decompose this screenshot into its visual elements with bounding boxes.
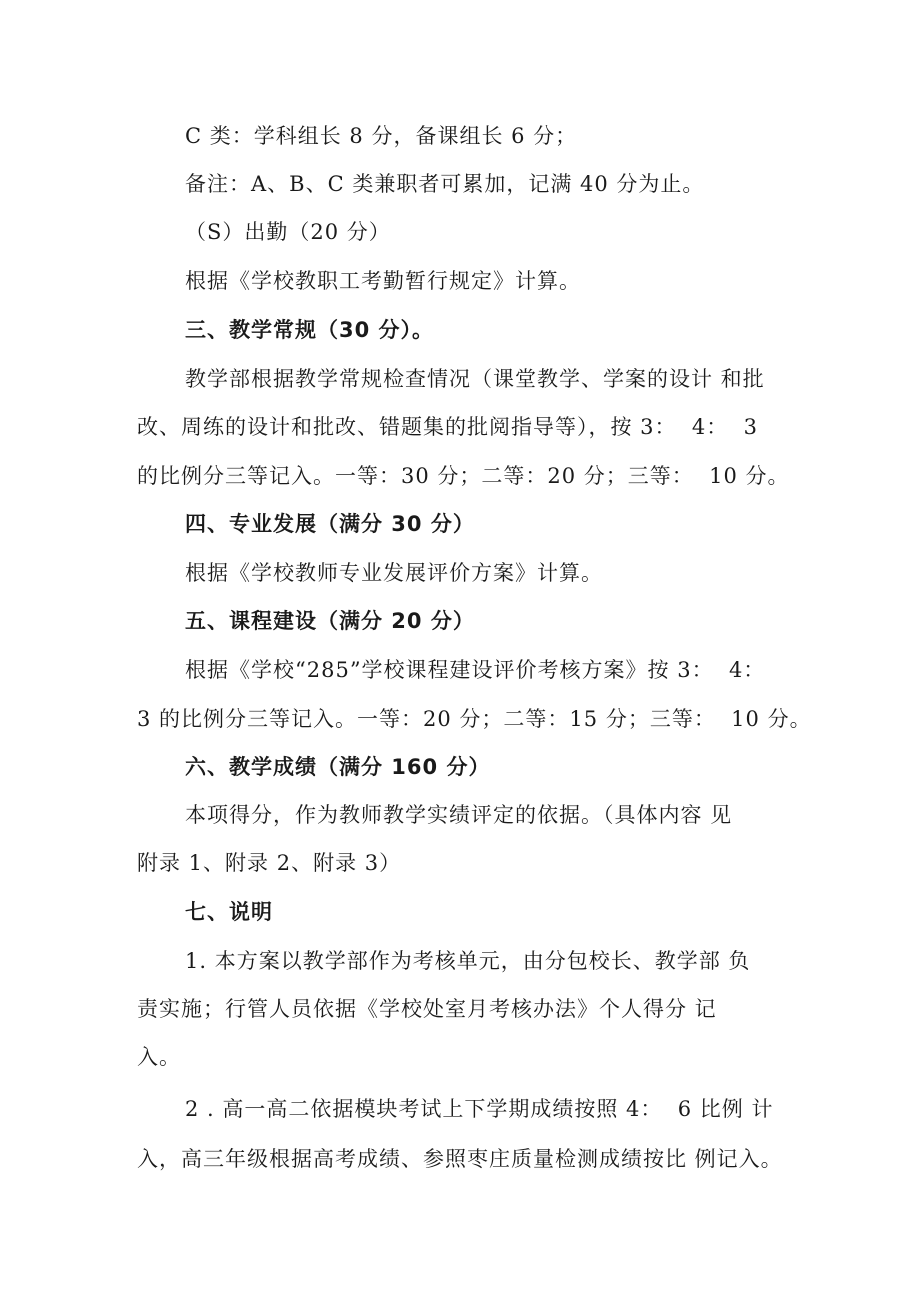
paragraph-teaching-routine-2: 改、周练的设计和批改、错题集的批阅指导等），按 3： 4： 3 xyxy=(137,415,758,439)
subheading-attendance: （S）出勤（20 分） xyxy=(185,220,391,244)
paragraph-attendance: 根据《学校教职工考勤暂行规定》计算。 xyxy=(185,269,581,293)
heading-professional-development: 四、专业发展（满分 30 分） xyxy=(185,512,475,536)
paragraph-curriculum-1: 根据《学校“285”学校课程建设评价考核方案》按 3： 4： xyxy=(185,658,766,682)
paragraph-note-2-line1: 2 . 高一高二依据模块考试上下学期成绩按照 4： 6 比例 计 xyxy=(185,1097,774,1121)
paragraph-note-1-line2: 责实施；行管人员依据《学校处室月考核办法》个人得分 记 xyxy=(137,997,717,1021)
paragraph-teaching-routine-1: 教学部根据教学常规检查情况（课堂教学、学案的设计 和批 xyxy=(185,367,765,391)
heading-notes: 七、说明 xyxy=(185,900,273,924)
paragraph-remark: 备注：A、B、C 类兼职者可累加，记满 40 分为止。 xyxy=(185,172,705,196)
paragraph-teaching-routine-3: 的比例分三等记入。一等：30 分；二等：20 分；三等： 10 分。 xyxy=(137,464,790,488)
paragraph-note-2-line2: 入，高三年级根据高考成绩、参照枣庄质量检测成绩按比 例记入。 xyxy=(137,1147,783,1171)
paragraph-teaching-results-1: 本项得分，作为教师教学实绩评定的依据。（具体内容 见 xyxy=(185,803,733,827)
heading-teaching-routine: 三、教学常规（30 分）。 xyxy=(185,318,435,342)
heading-curriculum: 五、课程建设（满分 20 分） xyxy=(185,609,475,633)
paragraph-teaching-results-2: 附录 1、附录 2、附录 3） xyxy=(137,851,402,875)
paragraph-note-1-line1: 1. 本方案以教学部作为考核单元，由分包校长、教学部 负 xyxy=(185,949,751,973)
paragraph-note-1-line3: 入。 xyxy=(137,1045,181,1069)
paragraph-curriculum-2: 3 的比例分三等记入。一等：20 分；二等：15 分；三等： 10 分。 xyxy=(137,707,812,731)
paragraph-c-class: C 类：学科组长 8 分，备课组长 6 分； xyxy=(185,124,578,148)
heading-teaching-results: 六、教学成绩（满分 160 分） xyxy=(185,755,491,779)
paragraph-professional-development: 根据《学校教师专业发展评价方案》计算。 xyxy=(185,561,603,585)
